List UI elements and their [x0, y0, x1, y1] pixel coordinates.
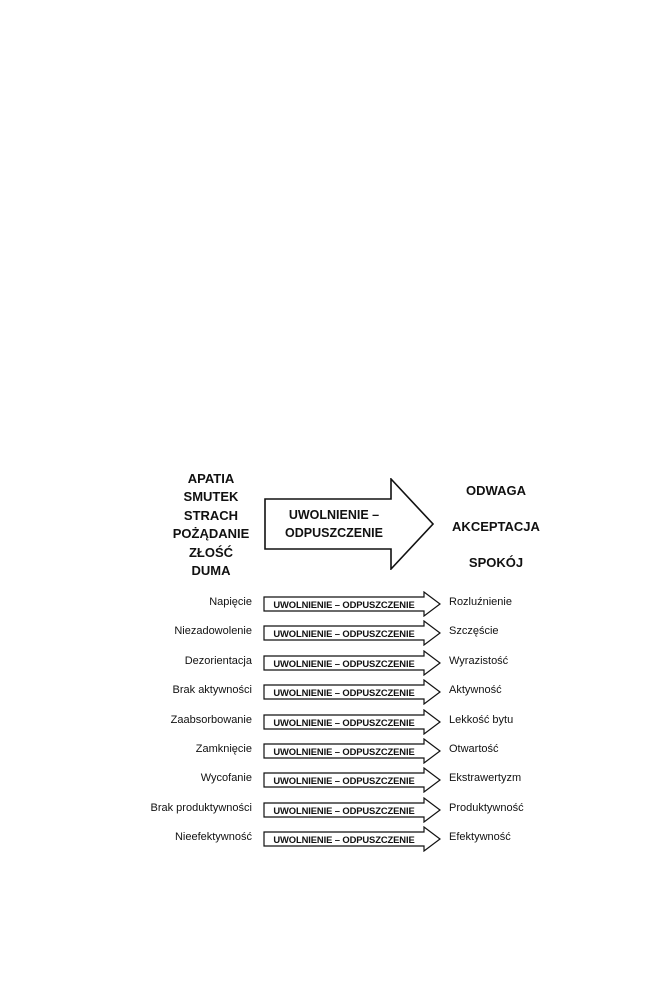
row-arrow-label: UWOLNIENIE – ODPUSZCZENIE	[273, 599, 415, 610]
row-to-state: Ekstrawertyzm	[449, 772, 522, 785]
transition-row	[0, 619, 672, 648]
row-arrow-label: UWOLNIENIE – ODPUSZCZENIE	[273, 628, 415, 640]
row-from-state: Nieefektywność	[174, 831, 252, 844]
row-arrow-label: UWOLNIENIE – ODPUSZCZENIE	[273, 657, 415, 669]
row-from-state: Napięcie	[209, 596, 252, 608]
row-to-state: Otwartość	[449, 742, 499, 755]
positive-state: AKCEPTACJA	[452, 519, 540, 534]
positive-states-list	[448, 483, 544, 591]
transition-row	[0, 796, 672, 825]
row-to-state: Rozluźnienie	[449, 596, 512, 608]
row-to-state: Aktywność	[449, 684, 502, 697]
row-to-state: Lekkość bytu	[449, 713, 514, 726]
transition-row	[0, 590, 672, 619]
transition-rows	[0, 590, 672, 855]
row-arrow-label: UWOLNIENIE – ODPUSZCZENIE	[273, 716, 415, 728]
negative-state: APATIA	[187, 471, 235, 486]
transition-row	[0, 678, 672, 707]
row-from-state: Wycofanie	[200, 772, 252, 785]
transition-row	[0, 825, 672, 854]
positive-state: SPOKÓJ	[468, 555, 524, 570]
negative-state: DUMA	[191, 563, 231, 579]
main-arrow-label-line2: ODPUSZCZENIE	[285, 526, 383, 540]
positive-state: ODWAGA	[466, 483, 526, 498]
transition-row	[0, 649, 672, 678]
transition-row	[0, 766, 672, 795]
row-from-state: Niezadowolenie	[174, 625, 252, 638]
row-arrow-label: UWOLNIENIE – ODPUSZCZENIE	[273, 745, 415, 757]
row-to-state: Efektywność	[449, 831, 511, 844]
row-arrow-label: UWOLNIENIE – ODPUSZCZENIE	[273, 687, 415, 699]
transition-row	[0, 737, 672, 766]
negative-states-list	[140, 470, 282, 580]
negative-state: POŻĄDANIE	[172, 526, 250, 542]
transition-row	[0, 708, 672, 737]
main-arrow-label	[270, 506, 398, 542]
row-arrow-label: UWOLNIENIE – ODPUSZCZENIE	[273, 834, 415, 846]
row-from-state: Dezorientacja	[184, 654, 252, 667]
row-to-state: Wyrazistość	[449, 654, 509, 667]
negative-state: ZŁOŚĆ	[188, 544, 234, 560]
row-to-state: Produktywność	[449, 801, 524, 814]
main-arrow-label-line1: UWOLNIENIE –	[288, 508, 380, 522]
row-arrow-label: UWOLNIENIE – ODPUSZCZENIE	[273, 775, 415, 787]
row-arrow-label: UWOLNIENIE – ODPUSZCZENIE	[273, 804, 415, 816]
row-from-state: Brak aktywności	[172, 684, 252, 697]
row-from-state: Zaabsorbowanie	[170, 713, 252, 726]
row-to-state: Szczęście	[449, 625, 499, 638]
row-from-state: Zamknięcie	[195, 742, 252, 755]
row-from-state: Brak produktywności	[150, 801, 252, 814]
negative-state: STRACH	[183, 507, 239, 523]
negative-state: SMUTEK	[183, 489, 239, 505]
